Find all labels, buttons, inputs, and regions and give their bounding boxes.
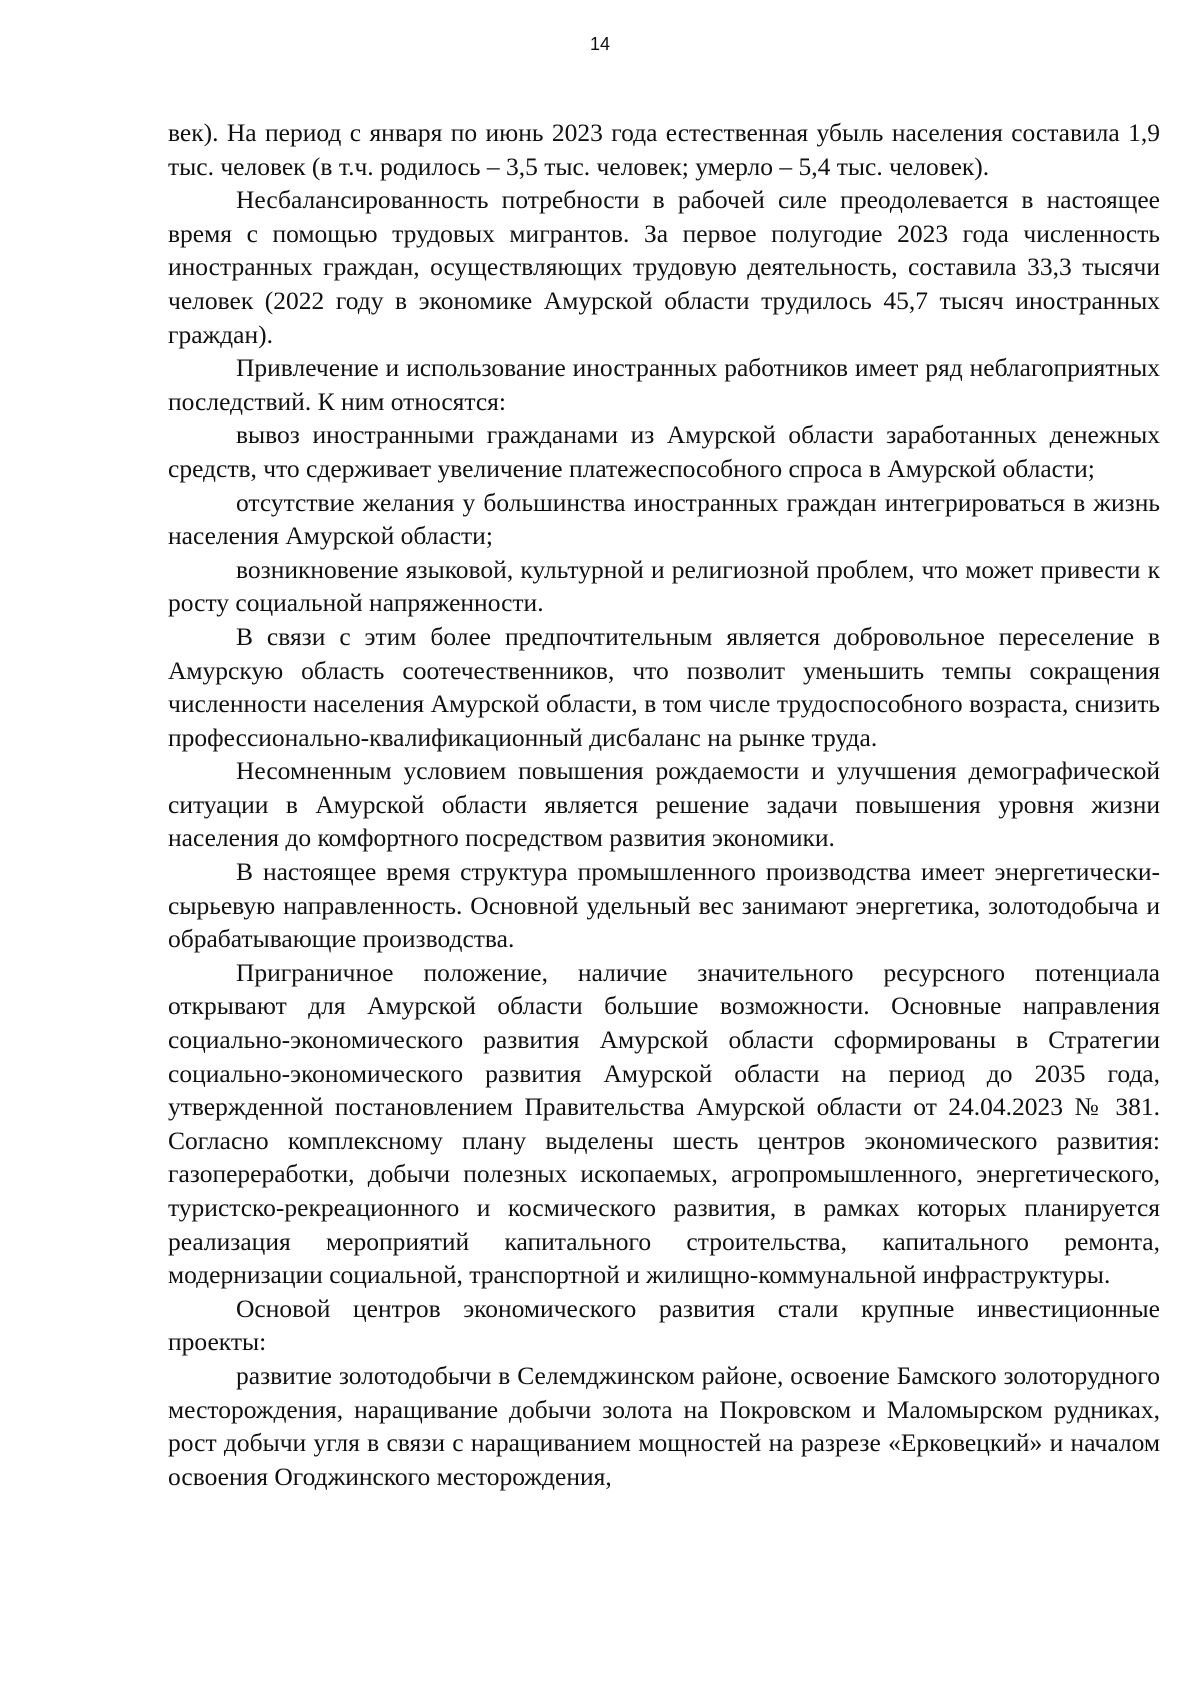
paragraph-continued: век). На период с января по июнь 2023 года естественная убыль населения составила 1,9 тыс. человек (в т.ч. родилось – 3,5 тыс. человек; умерло – 5,4 тыс. человек). — [168, 118, 1160, 181]
page-number: 14 — [589, 34, 611, 54]
paragraph-industry-structure: В настоящее время структура промышленного производства имеет энергетически-сырьевую направленность. Основной удельный вес занимают энергетика, золотодобыча и обрабатывающие производства. — [168, 857, 1160, 954]
paragraph-resettlement: В связи с этим более предпочтительным является добровольное переселение в Амурскую область соотечественников, что позволит уменьшить темпы сокращения численности населения Амурской области, в том числе трудоспособного возраста, снизить профессионально-квалификационный дисбаланс на рынке труда. — [168, 621, 1160, 752]
list-item-social-tension: возникновение языковой, культурной и религиозной проблем, что может привести к росту социальной напряженности. — [168, 554, 1160, 618]
paragraph-strategy: Приграничное положение, наличие значительного ресурсного потенциала открывают для Амурской области большие возможности. Основные направления социально-экономического развития Амурской области сформированы в Стратегии социально-экономического развития Амурской области на период до 2035 года, утвержденной постановлением Правительства Амурской области от 24.04.2023 № 381. Согласно комплексному плану выделены шесть центров экономического развития: газопереработки, добычи полезных ископаемых, агропромышленного, энергетического, туристско-рекреационного и космического развития, в рамках которых планируется реализация мероприятий капитального строительства, капитального ремонта, модернизации социальной, транспортной и жилищно-коммунальной инфраструктуры. — [168, 957, 1160, 1290]
paragraph-demography: Несомненным условием повышения рождаемости и улучшения демографической ситуации в Амурской области является решение задачи повышения уровня жизни населения до комфортного посредством развития экономики. — [168, 756, 1160, 853]
paragraph-labor-migrants: Несбалансированность потребности в рабочей силе преодолевается в настоящее время с помощью трудовых мигрантов. За первое полугодие 2023 года численность иностранных граждан, осуществляющих трудовую деятельность, составила 33,3 тысячи человек (2022 году в экономике Амурской области трудилось 45,7 тысяч иностранных граждан). — [168, 185, 1160, 349]
list-item-integration: отсутствие желания у большинства иностранных граждан интегрироваться в жизнь населения Амурской области; — [168, 487, 1160, 551]
list-item-money-export: вывоз иностранными гражданами из Амурской области заработанных денежных средств, что сдерживает увеличение платежеспособного спроса в Амурской области; — [168, 420, 1160, 483]
paragraph-consequences-intro: Привлечение и использование иностранных работников имеет ряд неблагоприятных последствий. К ним относятся: — [168, 353, 1160, 416]
list-item-gold-mining: развитие золотодобычи в Селемджинском районе, освоение Бамского золоторудного месторождения, наращивание добычи золота на Покровском и Маломырском рудниках, рост добычи угля в связи с наращиванием мощностей на разрезе «Ерковецкий» и началом освоения Огоджинского месторождения, — [168, 1360, 1160, 1491]
document-body — [168, 116, 1160, 1493]
paragraph-investment-intro: Основой центров экономического развития стали крупные инвестиционные проекты: — [168, 1293, 1160, 1357]
